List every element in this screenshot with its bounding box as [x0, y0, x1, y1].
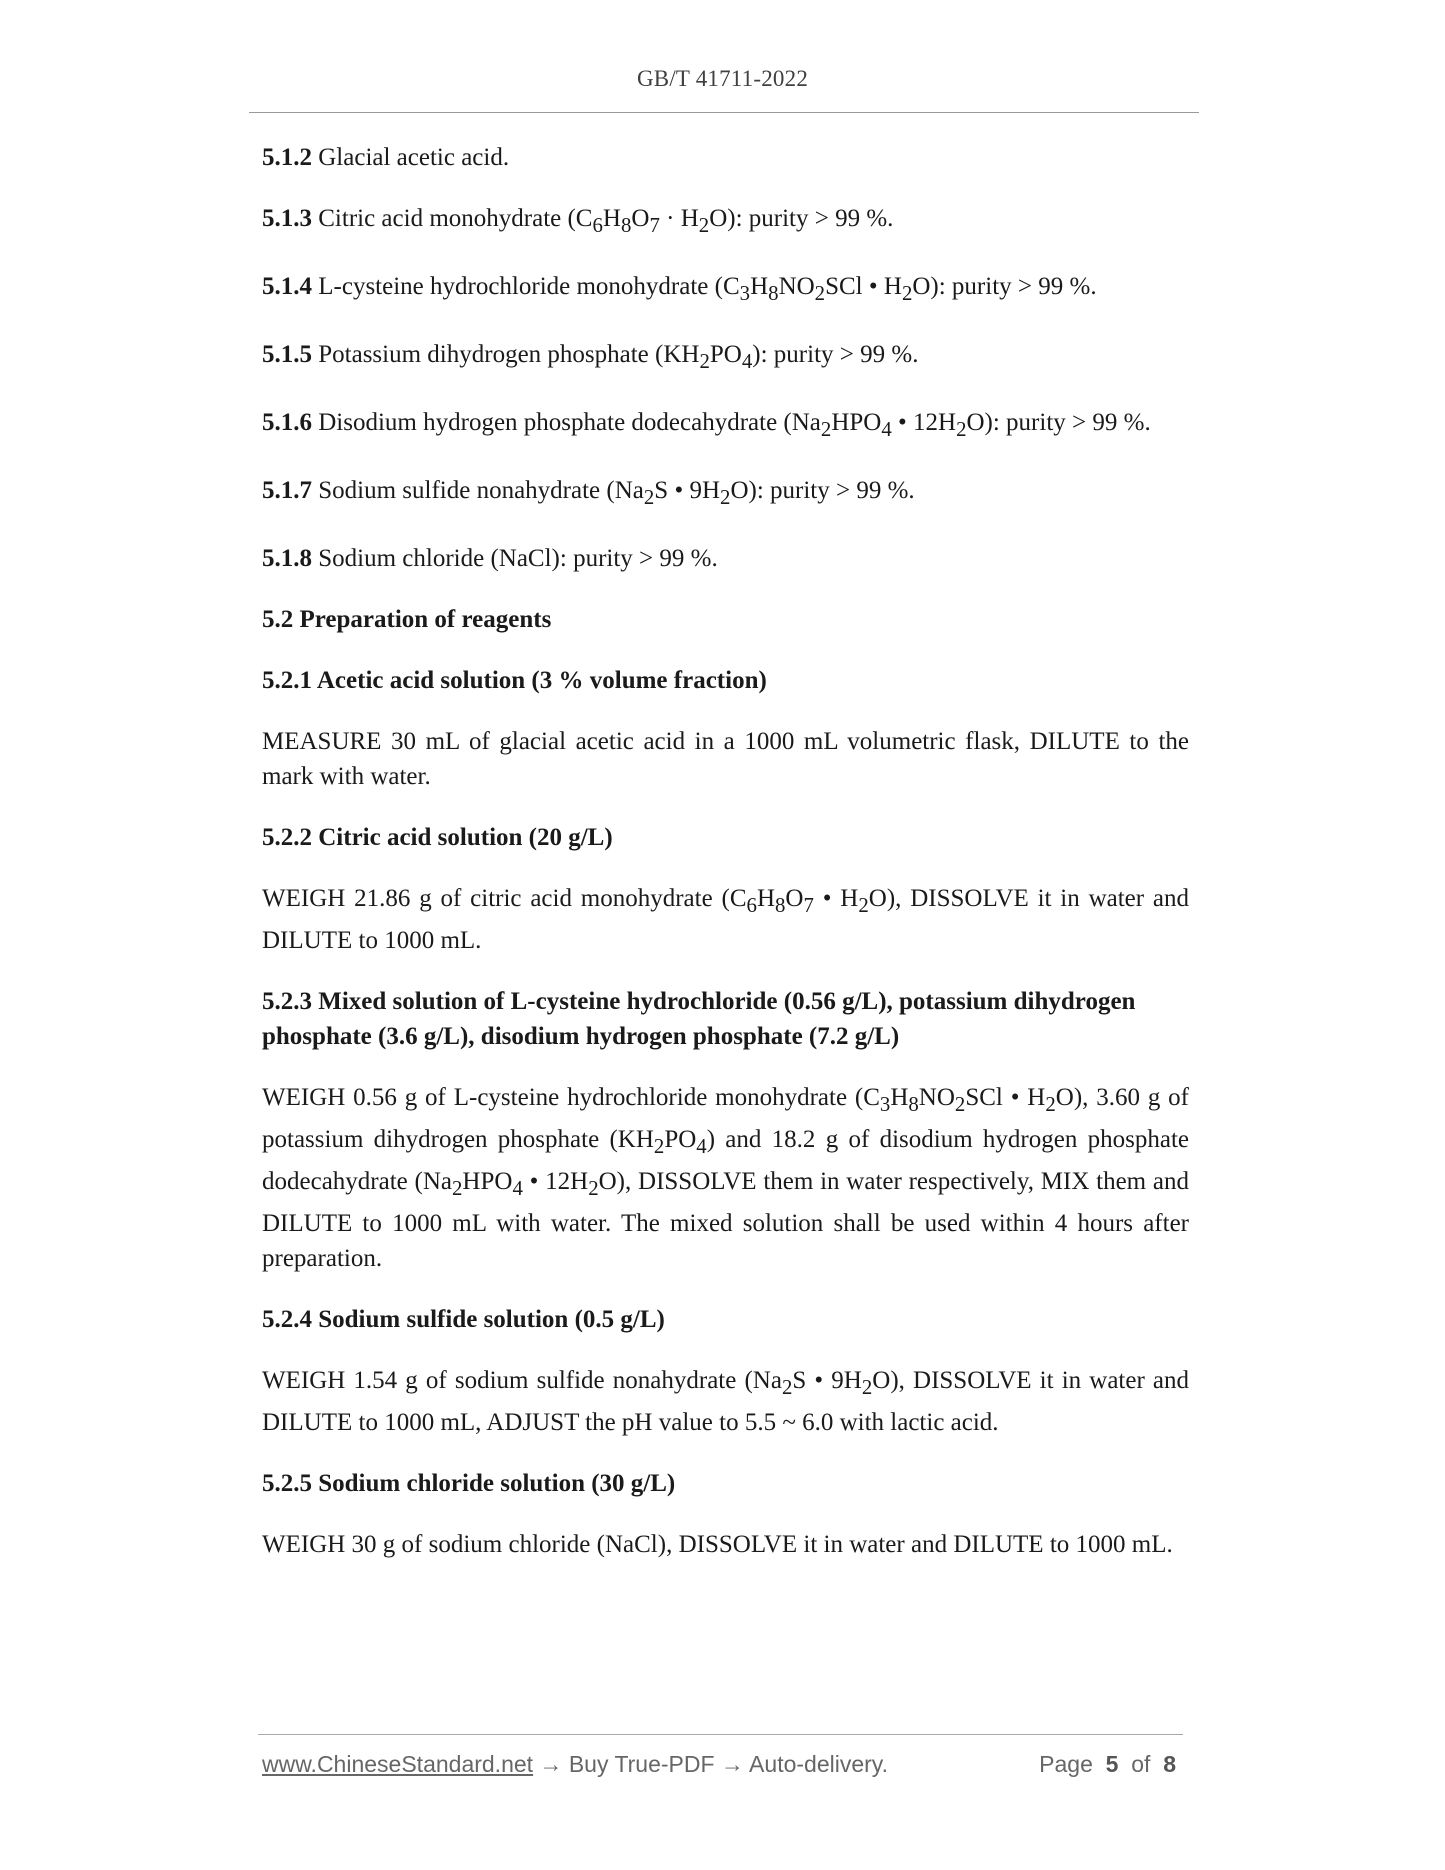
item-5-1-5: 5.1.5 Potassium dihydrogen phosphate $(KH_2PO_4)$: purity > 99 %.: [262, 341, 919, 373]
paragraph-5-2-3: WEIGH 0.56 g of L-cysteine hydrochloride monohydrate ($C_3H_8NO_2SCl$ • $H_2O$), 3.60 g of potassium dihydrogen phosphate $(KH_2PO_4)$ and 18.2 g of disodium hydrogen phosphate dodecahydrate ($Na_2HPO_4$ • $12H_2O$), DISSOLVE them in water respectively, MIX them and DILUTE to 1000 mL with water. The mixed solution shall be used within 4 hours after preparation.: [262, 1084, 1189, 1272]
item-5-1-3: 5.1.3 Citric acid monohydrate $(C_6H_8O_7 \cdot H_2O)$: purity > 99 %.: [262, 205, 894, 237]
item-5-1-8: [262, 541, 1189, 576]
page-footer: [262, 1751, 1182, 1778]
page-counter: Page 5 of 8: [1039, 1751, 1176, 1777]
heading-5-2-5: 5.2.5 Sodium chloride solution (30 g/L): [262, 1470, 676, 1497]
item-number: 5.1.7: [262, 477, 312, 504]
item-5-1-6: 5.1.6 Disodium hydrogen phosphate dodecahydrate ($Na_2HPO_4$ • $12H_2O$): purity > 99 %.: [262, 409, 1151, 441]
item-number: 5.1.5: [262, 341, 312, 368]
item-text: Sodium chloride (NaCl): purity > 99 %.: [318, 545, 718, 572]
current-page: 5: [1105, 1751, 1119, 1777]
item-5-1-7: 5.1.7 Sodium sulfide nonahydrate ($Na_2S$ • $9H_2O$): purity > 99 %.: [262, 477, 915, 509]
document-body: [262, 140, 1189, 1588]
paragraph-5-2-5: WEIGH 30 g of sodium chloride (NaCl), DISSOLVE it in water and DILUTE to 1000 mL.: [262, 1531, 1173, 1558]
footer-divider: [258, 1734, 1183, 1735]
heading-5-2-2: 5.2.2 Citric acid solution (20 g/L): [262, 824, 613, 851]
paragraph-5-2-1: MEASURE 30 mL of glacial acetic acid in a 1000 mL volumetric flask, DILUTE to the mark with water.: [262, 728, 1189, 790]
total-pages: 8: [1163, 1751, 1176, 1777]
section-heading-5-2: 5.2 Preparation of reagents: [262, 606, 552, 633]
item-number: 5.1.3: [262, 205, 312, 232]
item-number: 5.1.2: [262, 144, 312, 171]
item-number: 5.1.4: [262, 273, 312, 300]
heading-5-2-1: 5.2.1 Acetic acid solution (3 % volume fraction): [262, 667, 767, 694]
item-number: 5.1.6: [262, 409, 312, 436]
paragraph-5-2-2: WEIGH 21.86 g of citric acid monohydrate ($C_6H_8O_7$ • $H_2O$), DISSOLVE it in water and DILUTE to 1000 mL.: [262, 885, 1190, 954]
item-text: Glacial acetic acid.: [318, 144, 510, 171]
paragraph-5-2-4: WEIGH 1.54 g of sodium sulfide nonahydrate ($Na_2S$ • $9H_2O$), DISSOLVE it in water and DILUTE to 1000 mL, ADJUST the pH value to 5.5 ~ 6.0 with lactic acid.: [262, 1367, 1190, 1436]
item-5-1-4: 5.1.4 L-cysteine hydrochloride monohydrate ($C_3H_8NO_2SCl$ • $H_2O$): purity > 99 %.: [262, 273, 1097, 305]
heading-5-2-4: 5.2.4 Sodium sulfide solution (0.5 g/L): [262, 1306, 665, 1333]
footer-text: → Buy True-PDF → Auto-delivery.: [533, 1751, 888, 1777]
item-5-1-2: [262, 140, 1189, 175]
heading-5-2-3: 5.2.3 Mixed solution of L-cysteine hydrochloride (0.56 g/L), potassium dihydrogen phosphate (3.6 g/L), disodium hydrogen phosphate (7.2 g/L): [262, 988, 1136, 1050]
header-divider: [249, 112, 1199, 113]
website-link[interactable]: www.ChineseStandard.net: [262, 1751, 534, 1777]
page-header-title: GB/T 41711-2022: [636, 66, 809, 91]
item-number: 5.1.8: [262, 545, 312, 572]
